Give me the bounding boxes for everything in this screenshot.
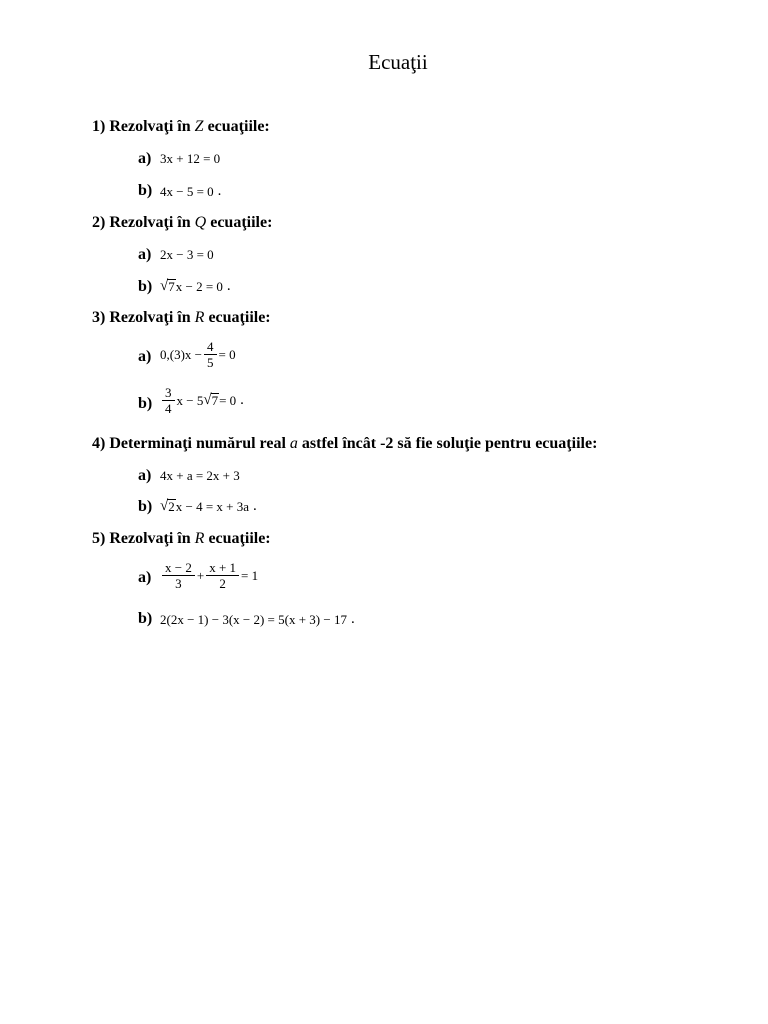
question-2-suffix: ecuaţiile: — [206, 214, 273, 231]
question-1 — [92, 118, 270, 136]
equation: 4x + a = 2x + 3 — [160, 468, 240, 483]
plus-sign: + — [196, 567, 205, 583]
numerator: x + 1 — [206, 561, 239, 576]
end-period: . — [217, 183, 222, 199]
radicand: 7 — [211, 393, 219, 408]
question-5 — [92, 530, 271, 548]
question-1-set: Z — [194, 118, 204, 135]
item-label: b) — [138, 278, 153, 295]
end-period: . — [253, 498, 257, 514]
equation-part: = 0 — [219, 392, 237, 408]
question-3 — [92, 309, 271, 327]
equation-part: x − 5 — [176, 392, 204, 408]
item-label: b) — [138, 498, 153, 515]
item-label: a) — [138, 246, 152, 263]
radicand: 2 — [168, 499, 175, 514]
item-label: b) — [138, 182, 153, 199]
square-root: √ 7 — [160, 278, 175, 294]
item-label: a) — [138, 150, 152, 167]
item-label: a) — [138, 467, 152, 484]
square-root: √ 2 — [160, 498, 175, 514]
question-3-prefix: 3) Rezolvaţi în — [92, 309, 195, 326]
item-label: a) — [138, 348, 152, 365]
radicand: 7 — [168, 279, 175, 294]
end-period: . — [226, 278, 231, 294]
end-period: . — [240, 392, 244, 408]
question-5-prefix: 5) Rezolvaţi în — [92, 530, 195, 547]
question-5-set: R — [194, 530, 205, 547]
question-2-set: Q — [194, 214, 207, 231]
fraction — [206, 561, 239, 590]
denominator: 5 — [207, 355, 214, 370]
question-2 — [92, 214, 272, 232]
equation: 2(2x − 1) − 3(x − 2) = 5(x + 3) − 17 — [160, 611, 347, 627]
equation-part: = 1 — [241, 567, 259, 583]
equation: x − 4 = x + 3a — [175, 498, 249, 514]
denominator: 4 — [165, 401, 172, 416]
numerator: 4 — [204, 340, 217, 355]
question-4-variable: a — [289, 435, 298, 452]
denominator: 2 — [219, 576, 226, 591]
numerator: 3 — [162, 386, 175, 401]
question-5-suffix: ecuaţiile: — [204, 530, 271, 547]
question-3-set: R — [194, 309, 205, 326]
fraction — [162, 561, 195, 590]
question-2-prefix: 2) Rezolvaţi în — [92, 214, 195, 231]
item-label: b) — [138, 610, 153, 627]
end-period: . — [350, 611, 355, 627]
equation: 3x + 12 = 0 — [160, 151, 221, 166]
equation-part: 0,(3)x − — [160, 346, 202, 362]
equation-part: = 0 — [218, 346, 236, 362]
item-label: a) — [138, 569, 152, 586]
fraction — [204, 340, 217, 369]
question-1-prefix: 1) Rezolvaţi în — [92, 118, 195, 135]
page-title: Ecuaţii — [368, 50, 428, 74]
question-1-suffix: ecuaţiile: — [203, 118, 270, 135]
question-4-suffix: astfel încât -2 să fie soluţie pentru ecuaţiile: — [297, 435, 598, 452]
equation: 2x − 3 = 0 — [160, 247, 214, 262]
denominator: 3 — [175, 576, 182, 591]
question-4-prefix: 4) Determinaţi numărul real — [92, 435, 290, 452]
item-label: b) — [138, 395, 153, 412]
numerator: x − 2 — [162, 561, 195, 576]
equation: x − 2 = 0 — [175, 278, 223, 294]
square-root: √ 7 — [203, 392, 219, 408]
fraction — [162, 386, 175, 415]
question-4 — [92, 435, 597, 453]
question-3-suffix: ecuaţiile: — [204, 309, 271, 326]
equation: 4x − 5 = 0 — [160, 183, 214, 199]
